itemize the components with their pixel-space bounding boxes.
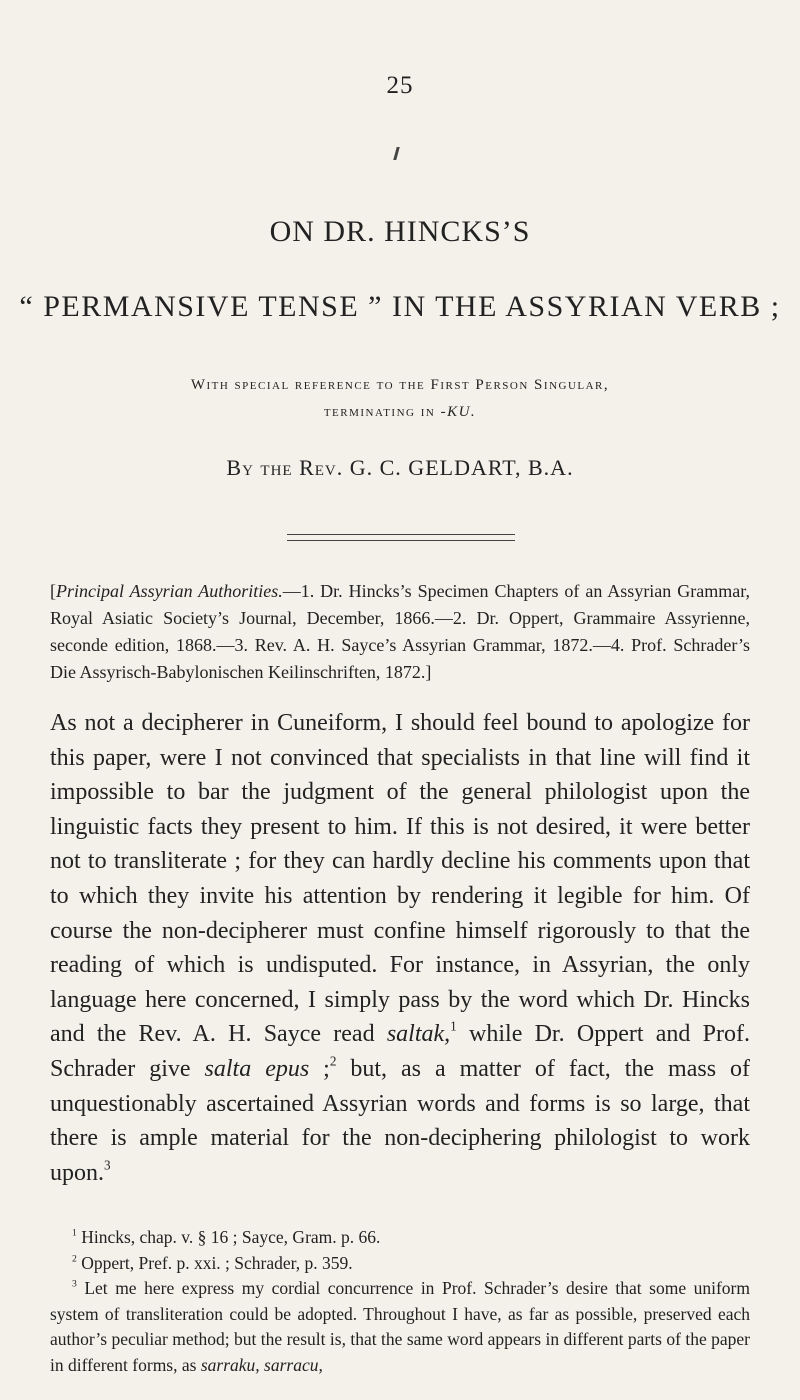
page-number: 25 [386, 72, 414, 99]
body-italic-salta-epus: salta epus [204, 1055, 310, 1082]
footnote-2-text: Oppert, Pref. p. xxi. ; Schrader, p. 359. [76, 1252, 353, 1273]
footnote-1-text: Hincks, chap. v. § 16 ; Sayce, Gram. p. 66. [76, 1227, 381, 1247]
author-prefix: By the Rev. [226, 455, 344, 480]
footnote-ref-3: 3 [104, 1157, 111, 1173]
authorities-text: —1. Dr. Hincks’s Specimen Chapters of an Assyrian Grammar, Royal Asiatic Society’s Journal, December, 1866.—2. Dr. Oppert, Grammaire Assyrienne, seconde edition, 1868.—3. Rev. A. H. Sayce’s Assyrian Grammar, 1872.—4. Prof. Schrader’s Die Assyrisch-Babylonischen Keilinschriften, 1872.] [50, 581, 750, 682]
title-line-2: “ PERMANSIVE TENSE ” IN THE ASSYRIAN VERB ; [19, 290, 781, 323]
footnote-3-text: Let me here express my cordial concurrence in Prof. Schrader’s desire that some uniform system of transliteration could be adopted. Throughout I have, as far as possible, preserved each author’s peculiar method; but the result is, that the same word appears in different parts of the paper in different forms, as [50, 1278, 750, 1375]
author-name: G. C. GELDART, B.A. [349, 455, 574, 480]
divider-rule [287, 540, 515, 541]
footnote-1-number: 1 [72, 1227, 77, 1239]
body-text-3: ; [309, 1055, 330, 1082]
ink-mark [393, 147, 399, 160]
footnote-3-number: 3 [72, 1278, 77, 1290]
subtitle-line-2-italic: KU. [447, 404, 477, 420]
subtitle-line-2-prefix: terminating in - [323, 404, 448, 420]
footnote-ref-1: 1 [450, 1018, 457, 1034]
divider-rule [287, 534, 515, 535]
footnote-2-number: 2 [72, 1252, 77, 1264]
authorities-label: Principal Assyrian Authorities. [56, 581, 283, 601]
body-paragraph [50, 706, 750, 1190]
body-text-2: while Dr. Oppert and Prof. Schrader give [50, 1021, 751, 1082]
footnote-3-italic-sarracu: sarracu, [264, 1354, 323, 1375]
footnote-3-italic-sarraku: sarraku, [200, 1354, 260, 1375]
footnote-ref-2: 2 [329, 1053, 337, 1069]
subtitle-line-1: With special reference to the First Person Singular, [190, 377, 610, 393]
body-italic-saltak: saltak, [386, 1021, 451, 1048]
subtitle-line-2 [0, 404, 800, 421]
title-line-1: ON DR. HINCKS’S [269, 215, 531, 248]
footnotes [50, 1225, 750, 1378]
footnote-3 [50, 1276, 750, 1378]
authorities-open-bracket: [ [50, 581, 56, 601]
body-text-1: As not a decipherer in Cuneiform, I should feel bound to apologize for this paper, were I not convinced that specialists in that line will find it impossible to bar the judgment of the general philologist upon the linguistic facts they present to him. If this is not desired, it were better not to transliterate ; for they can hardly decline his comments upon that to which they invite his attention by rendering it legible for him. Of course the non-decipherer must confine himself rigorously to that the reading of which is undisputed. For instance, in Assyrian, the only language here concerned, I simply pass by the word which Dr. Hincks and the Rev. A. H. Sayce read [50, 710, 750, 1048]
author-line [0, 455, 800, 481]
footnote-2 [50, 1251, 750, 1277]
body-text-4: but, as a matter of fact, the mass of unquestionably ascertained Assyrian words and forms is so large, that there is ample material for the non-deciphering philologist to work upon. [50, 1055, 751, 1186]
footnote-1 [50, 1225, 750, 1251]
authorities-note [50, 578, 750, 686]
